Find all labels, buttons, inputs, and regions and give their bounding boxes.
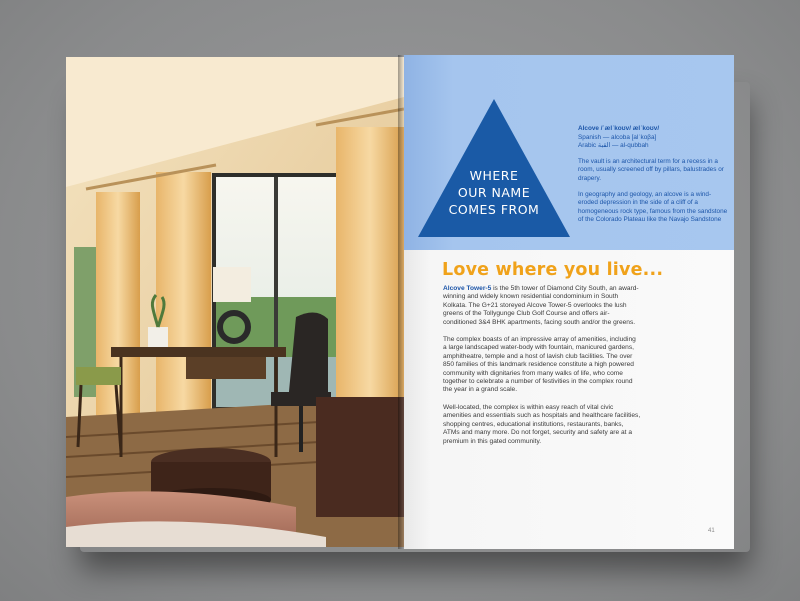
definition-block: [578, 125, 728, 232]
body-paragraph-1: [443, 285, 641, 327]
definition-para-2: In geography and geology, an alcove is a wind-eroded depression in the side of a cliff of a homogeneous rock type, famous from the sandstone of the Colorado Plateau like the Navajo Sandstone: [578, 190, 728, 224]
definition-spanish: Spanish — alcoba [alˈkoβa]: [578, 133, 657, 141]
body-paragraph-2: The complex boasts of an impressive array of amenities, including a large landscaped water-body with fountain, manicured gardens, amphitheatre, temple and a host of lavish club facilities. The over 850 families of this landmark residence constitute a high powered community with dignitaries from many walks of life, who come together to celebrate a number of festivities in the complex round the year in a grand scale.: [443, 336, 636, 394]
definition-term: Alcove /ˈælˈkoʊv/ ælˈkoʊv/: [578, 125, 660, 132]
headline: Love where you live...: [442, 260, 664, 280]
left-page-photo: [66, 57, 404, 547]
body-paragraph-3: Well-located, the complex is within easy reach of vital civic amenities and essentials such as hospitals and healthcare facilities, shopping centres, educational institutions, restaurants, banks, ATMs and many more. Do not forget, security and safety are at a premium in this gated community.: [443, 403, 641, 445]
body-lead: Alcove Tower-5: [443, 285, 492, 292]
definition-para-1: The vault is an architectural term for a recess in a room, usually screened off by pillars, balustrades or drapery.: [578, 157, 724, 182]
triangle-line-1: WHERE: [469, 168, 519, 183]
triangle-title: [431, 167, 557, 218]
right-page: [404, 55, 734, 549]
definition-arabic: Arabic القبة — al-qubbah: [578, 142, 649, 150]
triangle-line-2: OUR NAME: [457, 185, 531, 200]
room-photo: [66, 57, 404, 547]
body-paragraph-1-text: is the 5th tower of Diamond City South, an award-winning and widely known residential condominium in South Kolkata. The G+21 storeyed Alcove Tower-5 overlooks the lush greens of the Tollygunge Club Golf Course and offers air-conditioned 3&4 BHK apartments, facing south and/or the greens.: [443, 285, 639, 326]
body-copy: [443, 285, 641, 455]
triangle-line-3: COMES FROM: [448, 202, 540, 217]
page-number: 41: [708, 528, 715, 534]
